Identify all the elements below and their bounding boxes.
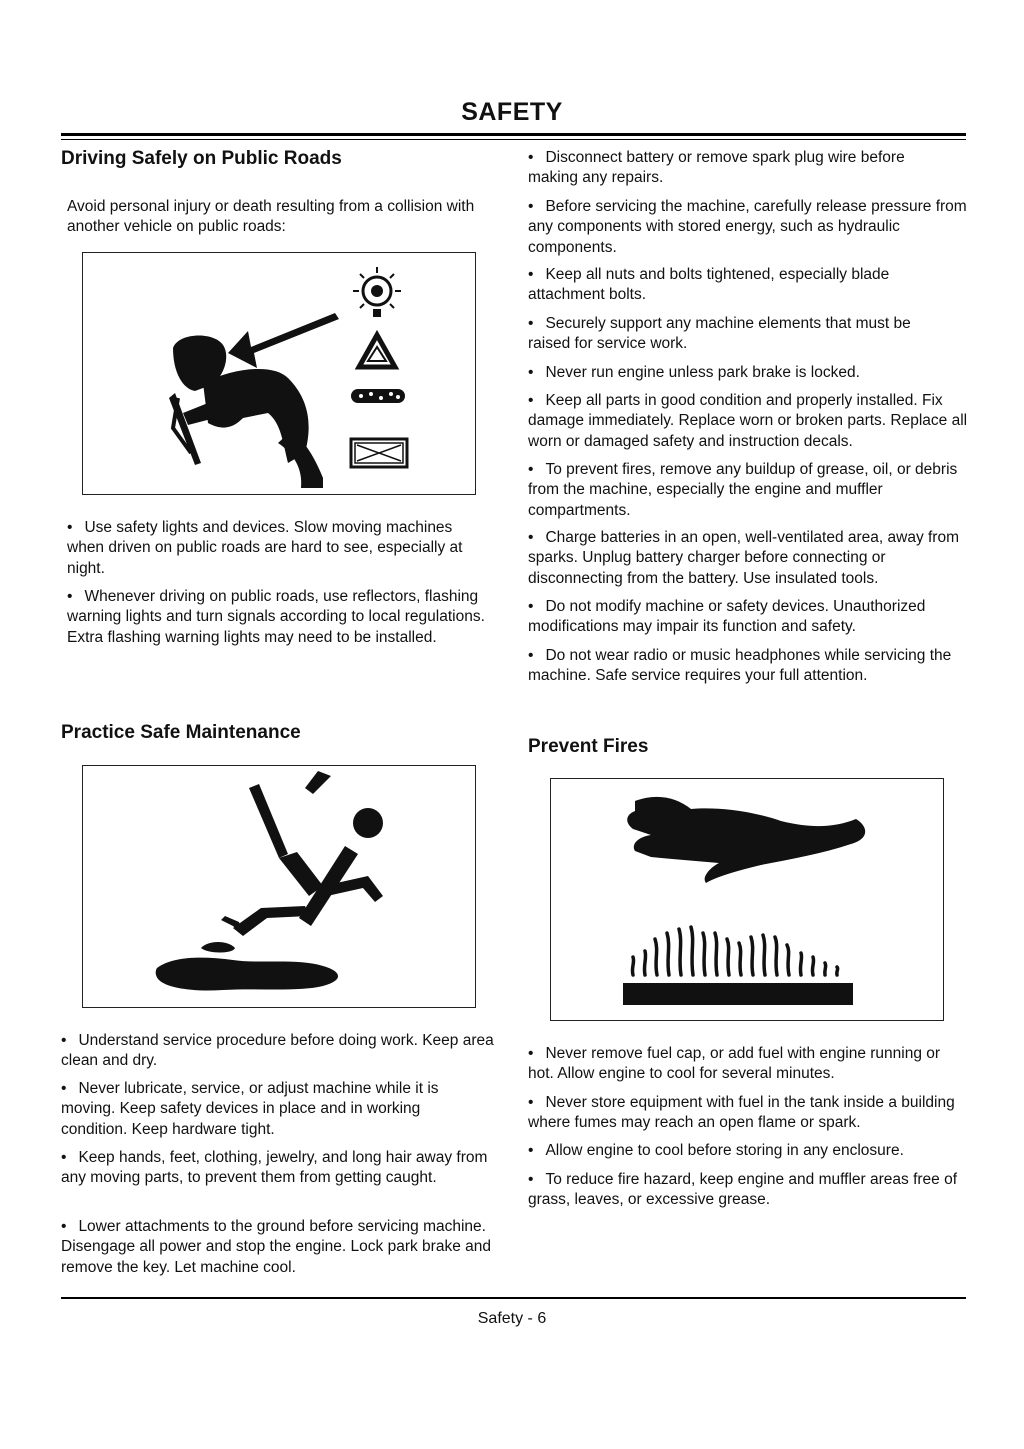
footer-rule bbox=[61, 1297, 966, 1299]
falling-person-icon bbox=[83, 766, 477, 1009]
fires-bullet-4: • To reduce fire hazard, keep engine and muffler areas free of grass, leaves, or excessive grease. bbox=[528, 1171, 958, 1209]
right-bullet-9: • Do not modify machine or safety devices. Unauthorized modifications may impair its function and safety. bbox=[528, 598, 926, 636]
right-bullet-8: • Charge batteries in an open, well-ventilated area, away from sparks. Unplug battery charger before connecting or disconnecting from the battery. Use insulated tools. bbox=[528, 529, 959, 587]
right-bullet-1: • Disconnect battery or remove spark plug wire before making any repairs. bbox=[528, 149, 905, 187]
right-bullet-3: • Keep all nuts and bolts tightened, especially blade attachment bolts. bbox=[528, 266, 890, 304]
slip-hazard-illustration bbox=[82, 765, 476, 1008]
fires-bullet-3: • Allow engine to cool before storing in any enclosure. bbox=[528, 1142, 904, 1159]
driving-heading: Driving Safely on Public Roads bbox=[61, 148, 342, 169]
maintenance-bullet-3: • Keep hands, feet, clothing, jewelry, and long hair away from any moving parts, to prevent them from getting caught. bbox=[61, 1149, 488, 1187]
right-bullet-4: • Securely support any machine elements that must be raised for service work. bbox=[528, 315, 911, 353]
maintenance-bullet-2: • Never lubricate, service, or adjust machine while it is moving. Keep safety devices in place and in working condition. Keep hardware tight. bbox=[61, 1080, 439, 1138]
header-rule-thick bbox=[61, 133, 966, 136]
driving-bullet-1: • Use safety lights and devices. Slow moving machines when driven on public roads are hard to see, especially at night. bbox=[67, 519, 463, 577]
fires-bullet-2: • Never store equipment with fuel in the tank inside a building where fumes may reach an open flame or spark. bbox=[528, 1094, 955, 1132]
right-bullet-2: • Before servicing the machine, carefully release pressure from any components with stored energy, such as hydraulic components. bbox=[528, 198, 967, 256]
fires-heading: Prevent Fires bbox=[528, 736, 649, 757]
page-title: SAFETY bbox=[461, 98, 563, 126]
right-bullet-5: • Never run engine unless park brake is locked. bbox=[528, 364, 860, 381]
maintenance-heading: Practice Safe Maintenance bbox=[61, 722, 301, 743]
right-bullet-6: • Keep all parts in good condition and properly installed. Fix damage immediately. Replace worn or broken parts. Replace all worn or damaged safety and instruction decals. bbox=[528, 392, 968, 450]
fire-hazard-illustration bbox=[550, 778, 944, 1021]
driving-intro: Avoid personal injury or death resulting from a collision with another vehicle on public roads: bbox=[67, 198, 475, 236]
vehicle-collision-illustration bbox=[82, 252, 476, 495]
maintenance-bullet-4: • Lower attachments to the ground before servicing machine. Disengage all power and stop the engine. Lock park brake and remove the key. Let machine cool. bbox=[61, 1218, 491, 1276]
maintenance-bullet-1: • Understand service procedure before doing work. Keep area clean and dry. bbox=[61, 1032, 494, 1070]
page-footer: Safety - 6 bbox=[477, 1310, 547, 1327]
driving-bullet-2: • Whenever driving on public roads, use reflectors, flashing warning lights and turn signals according to local regulations. Extra flashing warning lights may need to be installed. bbox=[67, 588, 485, 646]
header-rule-thin bbox=[61, 139, 966, 140]
right-bullet-10: • Do not wear radio or music headphones while servicing the machine. Safe service requires your full attention. bbox=[528, 647, 952, 685]
right-bullet-7: • To prevent fires, remove any buildup of grease, oil, or debris from the machine, especially the engine and muffler compartments. bbox=[528, 461, 958, 519]
hand-over-flame-icon bbox=[551, 779, 945, 1022]
fires-bullet-1: • Never remove fuel cap, or add fuel with engine running or hot. Allow engine to cool for several minutes. bbox=[528, 1045, 941, 1083]
collision-person-icon bbox=[83, 253, 477, 496]
